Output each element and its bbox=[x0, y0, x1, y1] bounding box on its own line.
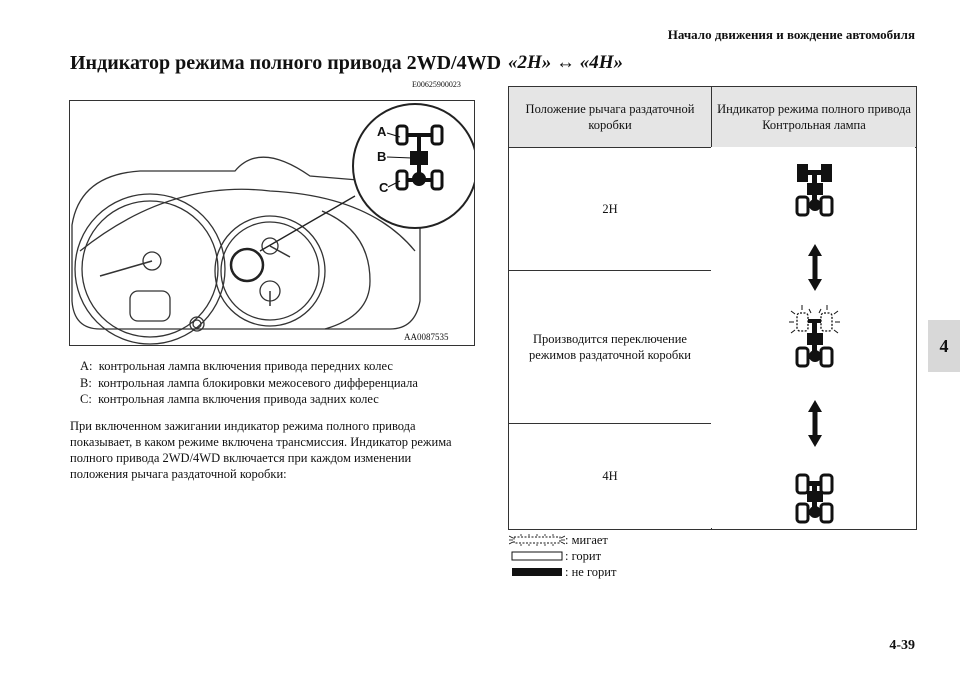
table-header-lever-position: Положение рычага раздаточной коробки bbox=[509, 87, 712, 147]
table-row: Производится переключение режимов раздаточной коробки bbox=[529, 332, 691, 362]
callout-a: A bbox=[377, 124, 387, 139]
flashing-swatch-icon bbox=[509, 534, 565, 546]
legend-item-b: B: контрольная лампа блокировки межосевого дифференциала bbox=[80, 375, 418, 390]
figure-code: AA0087535 bbox=[404, 332, 449, 342]
legend-flashing: : мигает bbox=[509, 533, 616, 547]
section-title: Индикатор режима полного привода 2WD/4WD bbox=[70, 52, 502, 74]
lamp-legend bbox=[509, 533, 616, 579]
table-row: 2H bbox=[602, 202, 618, 216]
instrument-cluster-illustration bbox=[70, 101, 474, 345]
table-row: 4H bbox=[602, 469, 618, 483]
table-header-indicator: Индикатор режима полного привода Контрольная лампа bbox=[712, 87, 916, 147]
document-code: E00625900023 bbox=[412, 80, 461, 89]
body-paragraph: При включенном зажигании индикатор режима полного привода показывает, в каком режиме включена трансмиссия. Индикатор режима полного привода 2WD/4WD включается при каждом изменении положения рычага раздаточной коробки: bbox=[70, 419, 452, 481]
chapter-tab: 4 bbox=[928, 320, 960, 372]
mode-subtitle: «2H» ↔ «4H» bbox=[508, 52, 624, 73]
page-number: 4-39 bbox=[889, 638, 915, 653]
indicator-icons-overlay bbox=[711, 147, 915, 528]
legend-item-a: A: контрольная лампа включения привода передних колес bbox=[80, 359, 393, 373]
on-swatch-icon bbox=[509, 550, 565, 562]
legend-on: : горит bbox=[509, 549, 616, 563]
legend-off: : не горит bbox=[509, 565, 616, 579]
legend-item-c: C: контрольная лампа включения привода задних колес bbox=[80, 392, 379, 406]
callout-c: C bbox=[379, 180, 389, 195]
callout-b: B bbox=[377, 149, 387, 164]
off-swatch-icon bbox=[509, 566, 565, 578]
callout-legend bbox=[80, 358, 418, 408]
running-header: Начало движения и вождение автомобиля bbox=[667, 27, 915, 42]
instrument-cluster-figure bbox=[69, 100, 475, 346]
